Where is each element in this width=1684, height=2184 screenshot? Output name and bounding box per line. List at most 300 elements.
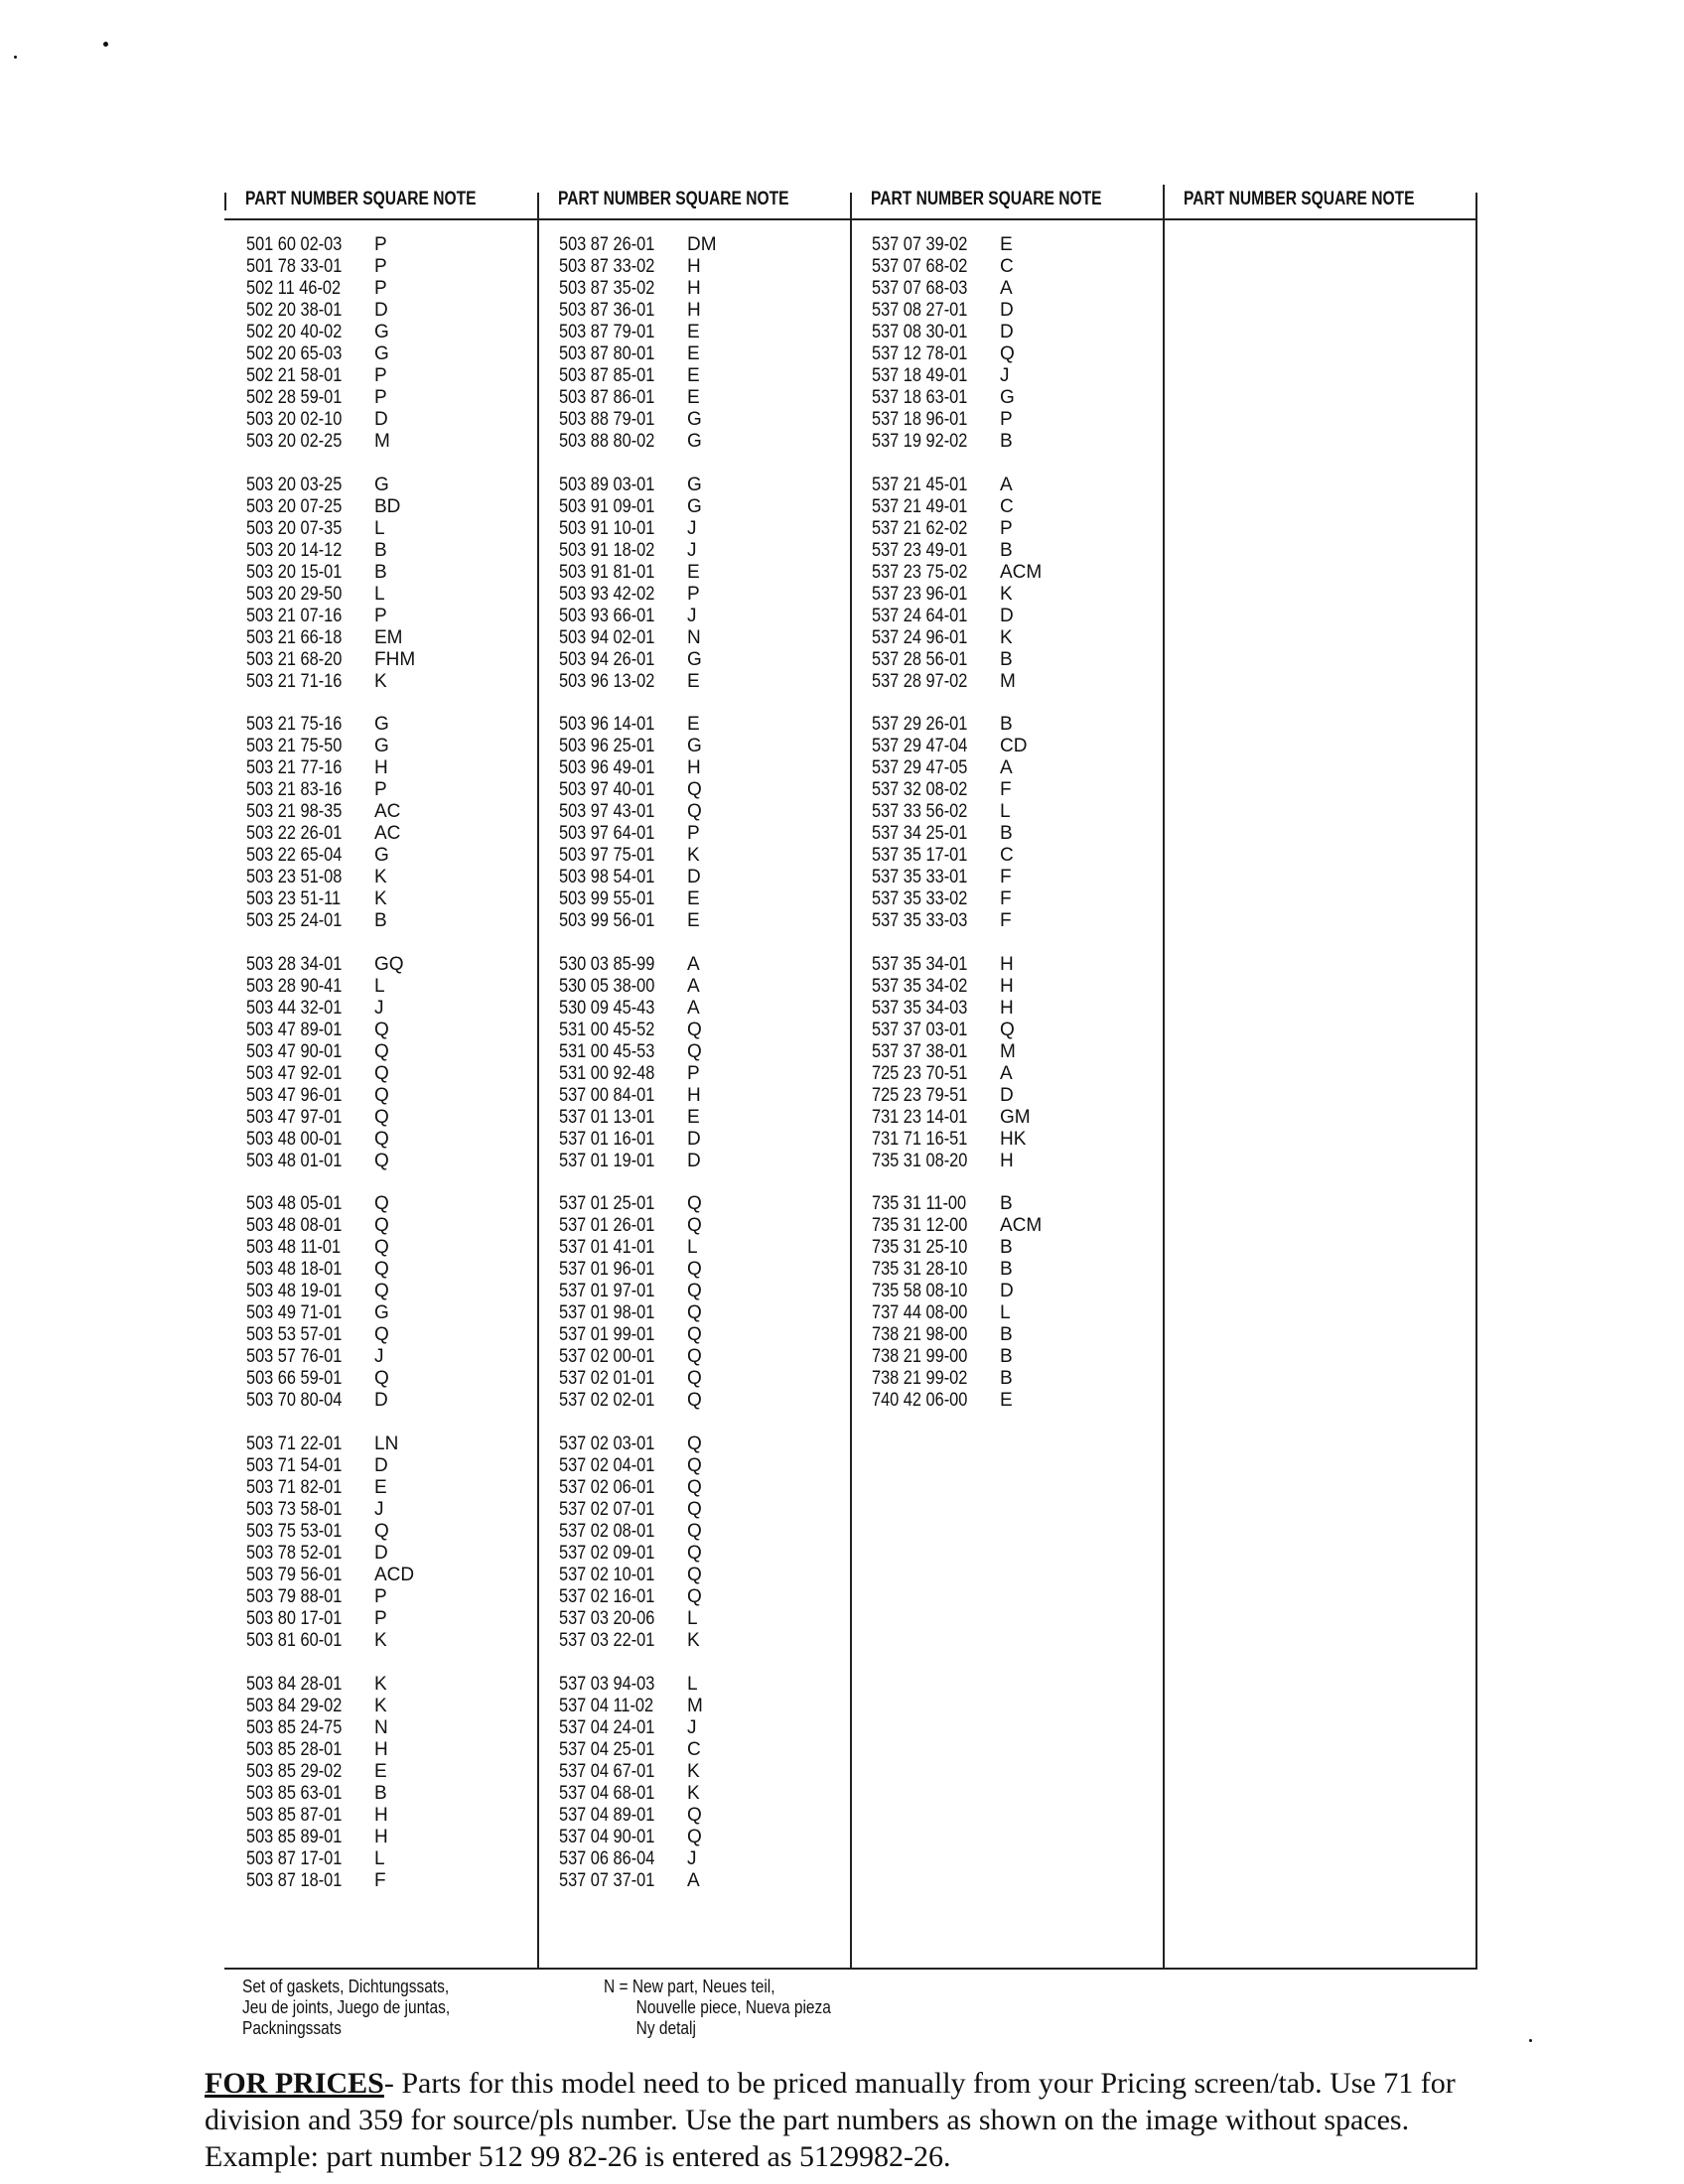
part-number: 737 44 08-00: [872, 1302, 968, 1324]
part-row: [246, 496, 415, 518]
part-row: [872, 322, 1042, 343]
part-row: [246, 278, 415, 300]
part-row: [246, 1717, 415, 1739]
part-group: [246, 714, 415, 932]
pricing-heading: FOR PRICES: [205, 2067, 384, 2100]
part-row: [246, 1870, 415, 1892]
part-row: [559, 322, 717, 343]
square-note: D: [1000, 1084, 1014, 1106]
square-note: Q: [374, 1019, 389, 1040]
part-row: [246, 1848, 415, 1870]
square-note: P: [1000, 517, 1013, 539]
part-row: [872, 627, 1042, 649]
square-note: Q: [1000, 343, 1015, 364]
part-row: [246, 1696, 415, 1717]
part-number: 738 21 98-00: [872, 1324, 968, 1346]
part-group: [559, 1193, 717, 1412]
part-row: [872, 823, 1042, 845]
part-row: [246, 1346, 415, 1368]
part-row: [559, 300, 717, 322]
square-note: Q: [374, 1062, 389, 1084]
square-note: L: [1000, 801, 1011, 823]
part-number: 530 03 85-99: [559, 953, 655, 975]
part-number: 503 88 79-01: [559, 409, 655, 430]
square-note: G: [687, 495, 702, 517]
square-note: K: [687, 845, 700, 867]
part-number: 503 21 77-16: [246, 757, 343, 779]
part-number: 503 48 01-01: [246, 1150, 343, 1171]
part-row: [559, 649, 717, 671]
part-row: [872, 387, 1042, 409]
part-row: [872, 1390, 1042, 1412]
part-row: [246, 1477, 415, 1499]
square-note: E: [687, 714, 700, 736]
legend-gasket-set: [242, 1977, 450, 2039]
square-note: J: [687, 1716, 697, 1738]
part-row: [559, 1237, 717, 1259]
part-group: [559, 234, 717, 453]
part-number: 503 81 60-01: [246, 1629, 343, 1651]
square-note: K: [374, 888, 387, 910]
part-number: 530 05 38-00: [559, 975, 655, 997]
square-note: ACD: [374, 1564, 415, 1585]
part-group: [246, 1674, 415, 1892]
square-note: EM: [374, 626, 403, 648]
square-note: A: [1000, 278, 1013, 299]
square-note: A: [687, 997, 700, 1019]
square-note: DM: [687, 234, 717, 255]
part-row: [246, 1063, 415, 1085]
part-row: [872, 779, 1042, 801]
part-number: 503 47 96-01: [246, 1084, 343, 1106]
part-row: [559, 1674, 717, 1696]
part-number: 503 97 40-01: [559, 779, 655, 801]
part-number: 503 85 29-02: [246, 1760, 343, 1782]
part-row: [559, 1433, 717, 1455]
part-row: [246, 1827, 415, 1848]
square-note: K: [687, 1782, 700, 1804]
part-row: [872, 234, 1042, 256]
part-number: 537 08 27-01: [872, 300, 968, 321]
square-note: K: [1000, 626, 1013, 648]
square-note: Q: [374, 1215, 389, 1237]
square-note: B: [374, 539, 387, 561]
part-number: 531 00 92-48: [559, 1062, 655, 1084]
part-row: [559, 1870, 717, 1892]
part-row: [246, 627, 415, 649]
part-number: 503 20 02-25: [246, 431, 343, 452]
part-number: 725 23 79-51: [872, 1084, 968, 1106]
part-row: [246, 1368, 415, 1390]
part-number: 503 20 29-50: [246, 583, 343, 605]
part-number: 537 33 56-02: [872, 801, 968, 823]
part-row: [872, 1259, 1042, 1281]
part-row: [559, 1565, 717, 1586]
square-note: J: [374, 1498, 384, 1520]
square-note: A: [1000, 474, 1013, 495]
legend-line: Jeu de joints, Juego de juntas,: [242, 1997, 451, 2017]
square-note: J: [687, 517, 697, 539]
part-number: 537 03 20-06: [559, 1607, 655, 1629]
part-row: [872, 431, 1042, 453]
square-note: E: [1000, 1390, 1013, 1412]
part-number: 537 02 02-01: [559, 1390, 655, 1412]
part-row: [246, 1390, 415, 1412]
square-note: H: [374, 1738, 388, 1760]
part-number: 503 21 83-16: [246, 779, 343, 801]
square-note: Q: [687, 1040, 702, 1062]
part-row: [246, 343, 415, 365]
part-row: [559, 779, 717, 801]
square-note: G: [374, 714, 389, 736]
part-number: 537 35 33-02: [872, 888, 968, 910]
part-number: 740 42 06-00: [872, 1390, 968, 1412]
part-row: [559, 1608, 717, 1630]
part-row: [559, 1129, 717, 1151]
part-row: [559, 431, 717, 453]
part-number: 731 71 16-51: [872, 1128, 968, 1150]
part-number: 537 04 67-01: [559, 1760, 655, 1782]
square-note: K: [374, 670, 387, 692]
part-row: [872, 1368, 1042, 1390]
part-number: 503 89 03-01: [559, 474, 655, 495]
part-number: 537 12 78-01: [872, 343, 968, 364]
part-row: [246, 1193, 415, 1215]
part-row: [559, 1302, 717, 1324]
part-number: 537 32 08-02: [872, 779, 968, 801]
square-note: GM: [1000, 1106, 1031, 1128]
part-number: 503 87 80-01: [559, 343, 655, 364]
part-number: 537 21 49-01: [872, 495, 968, 517]
square-note: G: [374, 845, 389, 867]
column-header: PART NUMBER SQUARE NOTE: [558, 189, 789, 209]
square-note: K: [374, 867, 387, 888]
part-number: 537 02 08-01: [559, 1520, 655, 1542]
part-number: 738 21 99-00: [872, 1346, 968, 1368]
part-row: [872, 801, 1042, 823]
square-note: G: [687, 431, 702, 452]
parts-table: [224, 185, 1477, 1970]
part-number: 503 87 33-02: [559, 256, 655, 277]
part-row: [246, 1805, 415, 1827]
part-number: 537 23 49-01: [872, 539, 968, 561]
part-row: [559, 1215, 717, 1237]
part-number: 503 20 07-25: [246, 495, 343, 517]
square-note: D: [374, 409, 388, 430]
part-number: 503 21 98-35: [246, 801, 343, 823]
part-number: 735 31 08-20: [872, 1150, 968, 1171]
part-row: [872, 1215, 1042, 1237]
square-note: G: [374, 1302, 389, 1324]
part-row: [559, 736, 717, 757]
part-number: 537 07 68-02: [872, 256, 968, 277]
part-row: [559, 1696, 717, 1717]
part-number: 503 87 36-01: [559, 300, 655, 321]
part-row: [559, 1586, 717, 1608]
part-row: [559, 584, 717, 606]
part-number: 503 85 87-01: [246, 1804, 343, 1826]
part-number: 503 28 34-01: [246, 953, 343, 975]
part-number: 503 87 85-01: [559, 365, 655, 386]
part-row: [246, 1565, 415, 1586]
part-number: 537 01 16-01: [559, 1128, 655, 1150]
part-row: [559, 1543, 717, 1565]
part-row: [559, 910, 717, 932]
part-number: 501 78 33-01: [246, 256, 343, 277]
part-number: 537 02 16-01: [559, 1585, 655, 1607]
part-row: [559, 1630, 717, 1652]
square-note: M: [1000, 670, 1016, 692]
square-note: F: [1000, 910, 1012, 932]
square-note: Q: [687, 1368, 702, 1390]
part-row: [872, 867, 1042, 888]
part-number: 537 35 17-01: [872, 845, 968, 867]
part-number: 502 28 59-01: [246, 387, 343, 408]
part-number: 537 01 41-01: [559, 1237, 655, 1259]
square-note: D: [1000, 322, 1014, 342]
part-number: 537 35 33-03: [872, 910, 968, 932]
square-note: A: [687, 953, 700, 975]
part-number: 503 21 07-16: [246, 605, 343, 626]
part-row: [872, 714, 1042, 736]
part-row: [559, 409, 717, 431]
part-number: 537 02 01-01: [559, 1368, 655, 1390]
part-number: 537 04 90-01: [559, 1826, 655, 1847]
part-row: [559, 234, 717, 256]
part-row: [246, 801, 415, 823]
part-number: 537 18 49-01: [872, 365, 968, 386]
part-row: [872, 409, 1042, 431]
part-number: 503 57 76-01: [246, 1346, 343, 1368]
part-number: 537 07 39-02: [872, 234, 968, 255]
part-row: [872, 671, 1042, 693]
part-row: [246, 845, 415, 867]
square-note: Q: [687, 1542, 702, 1564]
part-row: [559, 1063, 717, 1085]
part-row: [872, 1041, 1042, 1063]
part-number: 503 48 08-01: [246, 1215, 343, 1237]
part-number: 502 20 38-01: [246, 300, 343, 321]
part-number: 502 20 65-03: [246, 343, 343, 364]
part-row: [872, 343, 1042, 365]
part-number: 503 91 09-01: [559, 495, 655, 517]
square-note: G: [1000, 387, 1015, 408]
square-note: P: [374, 1585, 387, 1607]
part-number: 503 79 88-01: [246, 1585, 343, 1607]
part-row: [559, 475, 717, 496]
part-number: 503 88 80-02: [559, 431, 655, 452]
square-note: M: [374, 431, 390, 452]
part-row: [246, 387, 415, 409]
part-number: 503 87 86-01: [559, 387, 655, 408]
square-note: Q: [374, 1106, 389, 1128]
square-note: P: [374, 234, 387, 255]
part-group: [246, 475, 415, 693]
part-row: [559, 757, 717, 779]
part-row: [559, 1455, 717, 1477]
part-number: 503 87 18-01: [246, 1869, 343, 1891]
square-note: Q: [687, 801, 702, 823]
square-note: E: [687, 561, 700, 583]
square-note: D: [1000, 1281, 1014, 1302]
part-row: [559, 1368, 717, 1390]
part-number: 537 04 68-01: [559, 1782, 655, 1804]
part-number: 503 80 17-01: [246, 1607, 343, 1629]
part-row: [872, 606, 1042, 627]
square-note: E: [687, 387, 700, 408]
part-number: 537 21 62-02: [872, 517, 968, 539]
square-note: GQ: [374, 953, 404, 975]
part-group: [872, 714, 1042, 932]
part-row: [246, 518, 415, 540]
column-rule: [850, 193, 852, 1970]
square-note: CD: [1000, 736, 1028, 757]
part-row: [246, 649, 415, 671]
square-note: B: [374, 910, 387, 932]
part-number: 503 21 75-50: [246, 736, 343, 757]
part-number: 503 93 42-02: [559, 583, 655, 605]
part-row: [872, 300, 1042, 322]
square-note: ACM: [1000, 1215, 1043, 1237]
part-number: 503 21 75-16: [246, 714, 343, 736]
square-note: P: [1000, 409, 1013, 430]
square-note: K: [374, 1673, 387, 1695]
square-note: D: [687, 1128, 701, 1150]
square-note: D: [1000, 605, 1014, 626]
square-note: Q: [687, 779, 702, 801]
square-note: Q: [687, 1476, 702, 1498]
part-number: 537 18 63-01: [872, 387, 968, 408]
part-number: 537 29 26-01: [872, 714, 968, 736]
square-note: N: [374, 1716, 388, 1738]
part-row: [559, 1783, 717, 1805]
column-header: PART NUMBER SQUARE NOTE: [245, 189, 477, 209]
part-row: [872, 976, 1042, 998]
pricing-text: - Parts for this model need to be priced manually from your Pricing screen/tab. Use 71 for division and 359 for source/pls number. Use the part numbers as shown on the image without spaces. Example: part number 512 99 82-26 is entered as 5129982-26.: [205, 2067, 1456, 2173]
square-note: P: [374, 278, 387, 299]
part-row: [246, 888, 415, 910]
part-number: 503 71 22-01: [246, 1433, 343, 1454]
part-row: [559, 1151, 717, 1172]
square-note: Q: [687, 1585, 702, 1607]
part-row: [246, 1543, 415, 1565]
square-note: E: [687, 670, 700, 692]
square-note: H: [374, 757, 388, 779]
part-number: 503 22 65-04: [246, 845, 343, 867]
square-note: Q: [374, 1259, 389, 1281]
square-note: ACM: [1000, 561, 1043, 583]
part-number: 537 07 68-03: [872, 278, 968, 299]
part-row: [872, 1020, 1042, 1041]
part-number: 503 87 17-01: [246, 1847, 343, 1869]
square-note: B: [1000, 823, 1013, 845]
part-group: [246, 1433, 415, 1652]
square-note: N: [687, 626, 701, 648]
part-row: [559, 671, 717, 693]
square-note: Q: [687, 1520, 702, 1542]
part-number: 503 21 66-18: [246, 626, 343, 648]
part-group: [872, 475, 1042, 693]
part-number: 503 91 10-01: [559, 517, 655, 539]
part-number: 503 85 63-01: [246, 1782, 343, 1804]
square-note: AC: [374, 801, 401, 823]
part-row: [246, 1783, 415, 1805]
square-note: LN: [374, 1433, 399, 1454]
part-row: [559, 256, 717, 278]
part-number: 531 00 45-52: [559, 1019, 655, 1040]
part-number: 537 04 24-01: [559, 1716, 655, 1738]
part-number: 537 01 97-01: [559, 1281, 655, 1302]
part-number: 531 00 45-53: [559, 1040, 655, 1062]
square-note: Q: [687, 1193, 702, 1215]
square-note: Q: [687, 1826, 702, 1847]
part-number: 537 02 10-01: [559, 1564, 655, 1585]
part-row: [246, 1215, 415, 1237]
part-number: 503 99 55-01: [559, 888, 655, 910]
square-note: B: [1000, 1368, 1013, 1390]
part-number: 537 02 06-01: [559, 1476, 655, 1498]
part-row: [872, 1085, 1042, 1107]
square-note: F: [1000, 867, 1012, 888]
part-number: 537 03 94-03: [559, 1673, 655, 1695]
part-number: 503 22 26-01: [246, 823, 343, 845]
part-number: 503 20 02-10: [246, 409, 343, 430]
square-note: K: [374, 1695, 387, 1716]
part-row: [246, 562, 415, 584]
part-number: 537 35 34-03: [872, 997, 968, 1019]
scan-speck: [1529, 2039, 1532, 2042]
part-row: [559, 1107, 717, 1129]
part-number: 503 48 05-01: [246, 1193, 343, 1215]
part-number: 503 96 49-01: [559, 757, 655, 779]
part-row: [872, 1151, 1042, 1172]
part-number: 503 71 54-01: [246, 1454, 343, 1476]
square-note: Q: [687, 1324, 702, 1346]
part-number: 503 84 29-02: [246, 1695, 343, 1716]
part-number: 537 37 03-01: [872, 1019, 968, 1040]
square-note: P: [687, 583, 700, 605]
part-row: [559, 1259, 717, 1281]
square-note: L: [374, 517, 385, 539]
part-number: 503 98 54-01: [559, 867, 655, 888]
square-note: H: [687, 1084, 701, 1106]
part-row: [246, 671, 415, 693]
square-note: B: [1000, 1193, 1013, 1215]
part-number: 537 01 99-01: [559, 1324, 655, 1346]
part-number: 537 34 25-01: [872, 823, 968, 845]
square-note: BD: [374, 495, 401, 517]
part-number: 503 21 68-20: [246, 648, 343, 670]
square-note: B: [1000, 1259, 1013, 1281]
part-row: [872, 998, 1042, 1020]
square-note: J: [1000, 365, 1010, 386]
part-group: [559, 1433, 717, 1652]
square-note: J: [687, 1847, 697, 1869]
part-row: [559, 1848, 717, 1870]
part-row: [559, 1346, 717, 1368]
square-note: H: [1000, 953, 1014, 975]
part-row: [246, 823, 415, 845]
part-number: 735 31 28-10: [872, 1259, 968, 1281]
part-group: [246, 1193, 415, 1412]
part-row: [872, 888, 1042, 910]
square-note: H: [687, 300, 701, 321]
part-number: 735 31 25-10: [872, 1237, 968, 1259]
square-note: Q: [687, 1259, 702, 1281]
part-number: 530 09 45-43: [559, 997, 655, 1019]
part-row: [246, 998, 415, 1020]
part-row: [559, 387, 717, 409]
